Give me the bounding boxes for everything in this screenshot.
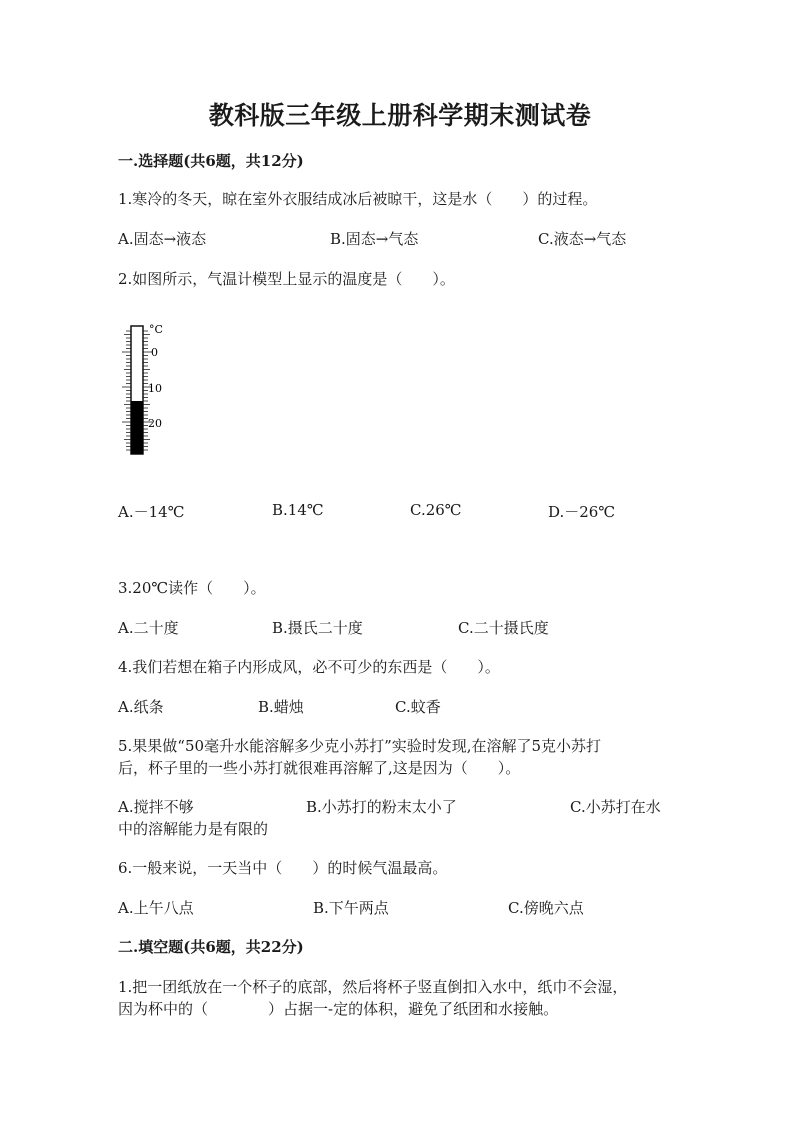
thermometer-figure <box>118 318 188 458</box>
section-heading-choice: 一.选择题(共6题，共12分) <box>118 152 304 170</box>
q2-option-c: C.26℃ <box>410 501 462 519</box>
thermometer-tick-label-0: 0 <box>151 346 158 359</box>
question-1: 1.寒冷的冬天，晾在室外衣服结成冰后被晾干，这是水（ ）的过程。 <box>118 190 598 208</box>
q5-option-c-wrap: 中的溶解能力是有限的 <box>118 820 269 838</box>
q5-option-a: A.搅拌不够 <box>118 798 194 816</box>
page-title: 教科版三年级上册科学期末测试卷 <box>208 101 592 130</box>
q5-option-b: B.小苏打的粉末太小了 <box>306 798 457 816</box>
question-3: 3.20℃读作（ ）。 <box>118 579 266 597</box>
q1-option-a: A.固态→液态 <box>118 230 207 248</box>
q3-option-c: C.二十摄氏度 <box>458 619 549 637</box>
q6-option-c: C.傍晚六点 <box>508 899 584 917</box>
thermometer-tick-label-20: 20 <box>148 417 162 430</box>
q2-option-a: A.－14℃ <box>118 503 185 521</box>
q4-option-b: B.蜡烛 <box>258 698 304 716</box>
thermometer-tick-label-10: 10 <box>148 382 162 395</box>
thermometer-liquid <box>131 401 143 454</box>
question-5-line-2: 后，杯子里的一些小苏打就很难再溶解了,这是因为（ ）。 <box>118 759 521 777</box>
q4-option-c: C.蚊香 <box>395 698 441 716</box>
fill-question-1-line-1: 1.把一团纸放在一个杯子的底部，然后将杯子竖直倒扣入水中，纸巾不会湿， <box>118 978 628 996</box>
q6-option-a: A.上午八点 <box>118 899 194 917</box>
question-6: 6.一般来说，一天当中（ ）的时候气温最高。 <box>118 859 448 877</box>
q3-option-a: A.二十度 <box>118 619 179 637</box>
q6-option-b: B.下午两点 <box>313 899 389 917</box>
q2-option-d: D.－26℃ <box>548 503 616 521</box>
q1-option-b: B.固态→气态 <box>330 230 419 248</box>
q3-option-b: B.摄氏二十度 <box>272 619 363 637</box>
fill-question-1-line-2: 因为杯中的（ ）占据一-定的体积，避免了纸团和水接触。 <box>118 1000 559 1018</box>
q4-option-a: A.纸条 <box>118 698 164 716</box>
thermometer-unit-label: °C <box>149 323 163 336</box>
q2-option-b: B.14℃ <box>272 501 324 519</box>
section-heading-fill: 二.填空题(共6题，共22分) <box>118 938 304 956</box>
question-2: 2.如图所示，气温计模型上显示的温度是（ ）。 <box>118 270 455 288</box>
q5-option-c: C.小苏打在水 <box>570 798 661 816</box>
question-4: 4.我们若想在箱子内形成风，必不可少的东西是（ ）。 <box>118 658 500 676</box>
q1-option-c: C.液态→气态 <box>538 230 627 248</box>
question-5-line-1: 5.果果做“50毫升水能溶解多少克小苏打”实验时发现,在溶解了5克小苏打 <box>118 737 602 755</box>
